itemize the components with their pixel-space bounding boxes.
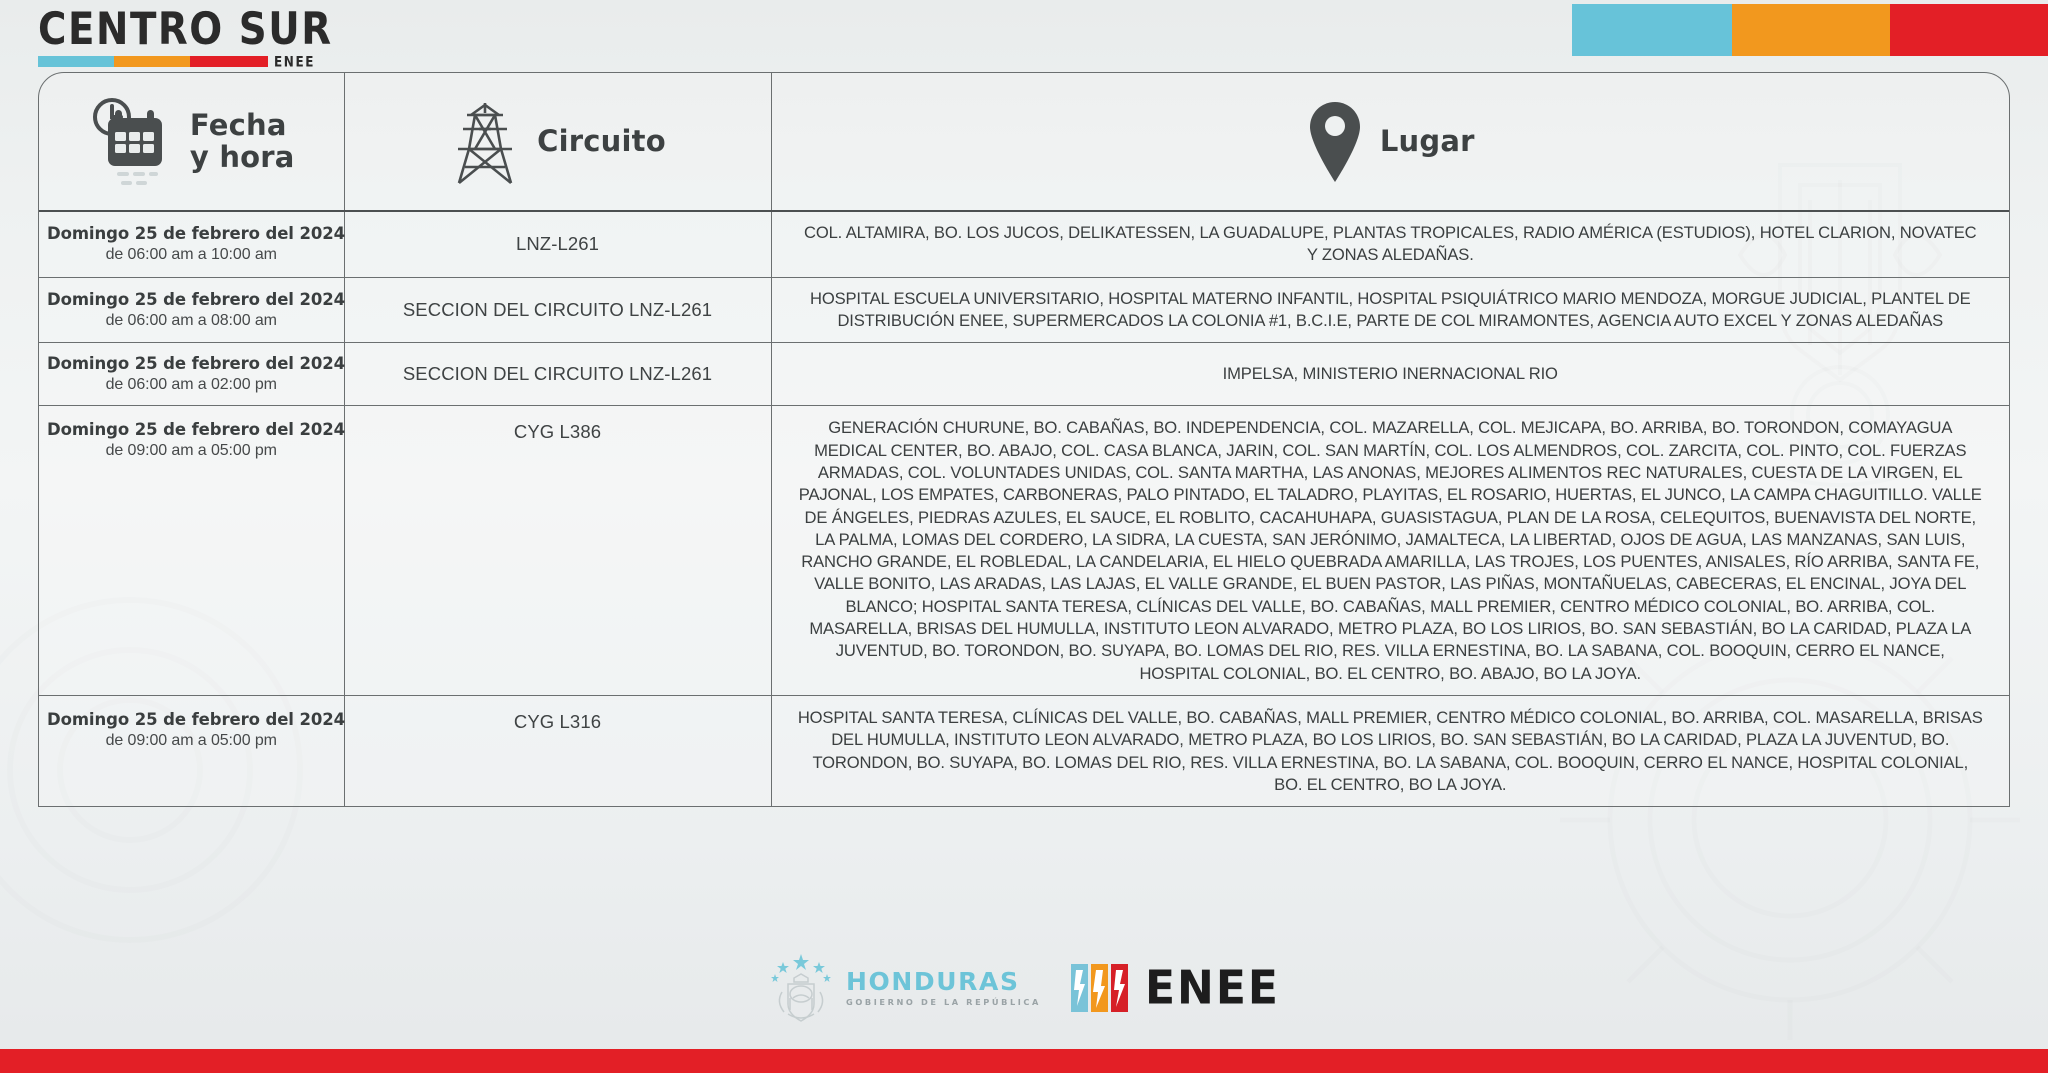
table-header-row	[39, 73, 2009, 211]
fecha-day: Domingo 25 de febrero del 2024	[47, 354, 346, 374]
brand-bar-blue	[38, 56, 114, 67]
fecha-time: de 06:00 am a 08:00 am	[105, 311, 277, 329]
cell-lugar	[771, 211, 2009, 277]
corner-color-bars	[1572, 4, 2048, 56]
cell-fecha	[39, 343, 344, 406]
column-header-fecha	[39, 73, 344, 211]
fecha-day: Domingo 25 de febrero del 2024	[47, 289, 346, 309]
lugar-text: GENERACIÓN CHURUNE, BO. CABAÑAS, BO. INDEPENDENCIA, COL. MAZARELLA, COL. MEJICAPA, BO. ARRIBA, BO. TORONDON, COMAYAGUA MEDICAL CENTER, BO. ABAJO, COL. CASA BLANCA, JARIN, COL. SAN MARTÍN, COL. LOS ALMENDROS, COL. ZARCITA, COL. PINTO, COL. FUERZAS ARMADAS, COL. VOLUNTADES UNIDAS, COL. SANTA MARTHA, LAS ANONAS, MEJORES ALIMENTOS REC NATURALES, CUESTA DE LA VIRGEN, EL PAJONAL, LOS EMPATES, CARBONERAS, PALO PINTADO, EL TALADRO, PLAYITAS, EL ROSARIO, HUERTAS, EL JUNCO, LA CAMPA CHAGUITILLO. VALLE DE ÁNGELES, PIEDRAS AZULES, EL SAUCE, EL ROBLITO, CACAHUHAPA, GUASISTAGUA, PLAN DE LA ROSA, CELEQUITOS, BUENAVISTA DEL NORTE, LA PALMA, LOMAS DEL CORDERO, LA SIDRA, LA CUESTA, SAN JERÓNIMO, JAMALTECA, LA LIBERTAD, OJOS DE AGUA, LAS MANZANAS, SAN LUIS, RANCHO GRANDE, EL ROBLEDAL, LA CANDELARIA, EL HIELO QUEBRADA AMARILLA, LAS TROJES, LOS PUENTES, ANISALES, RÍO ARRIBA, SANTA FE, VALLE BONITO, LAS ARADAS, LAS LAJAS, EL VALLE GRANDE, EL BUEN PASTOR, LAS PIÑAS, MONTAÑUELAS, CABECERAS, EL ENCINAL, JOYA DEL BLANCO; HOSPITAL SANTA TERESA, CLÍNICAS DEL VALLE, BO. CABAÑAS, MALL PREMIER, CENTRO MÉDICO COLONIAL, BO. ARRIBA, COL. MASARELLA, BRISAS DEL HUMULLA, INSTITUTO LEON ALVARADO, METRO PLAZA, BO LOS LIRIOS, BO. SAN SEBASTIÁN, BO LA CARIDAD, PLAZA LA JUVENTUD, BO. TORONDON, BO. SUYAPA, BO. LOMAS DEL RIO, RES. VILLA ERNESTINA, BO. LA SABANA, COL. BOOQUIN, CERRO EL NANCE, HOSPITAL COLONIAL, BO. EL CENTRO, BO. ABAJO, BO LA JOYA.	[798, 418, 1982, 683]
lugar-text: HOSPITAL SANTA TERESA, CLÍNICAS DEL VALLE, BO. CABAÑAS, MALL PREMIER, CENTRO MÉDICO COLONIAL, BO. ARRIBA, COL. MASARELLA, BRISAS DEL HUMULLA, INSTITUTO LEON ALVARADO, METRO PLAZA, BO LOS LIRIOS, BO. SAN SEBASTIÁN, BO LA CARIDAD, PLAZA LA JUVENTUD, BO. TORONDON, BO. SUYAPA, BO. LOMAS DEL RIO, RES. VILLA ERNESTINA, BO. LA SABANA, COL. BOOQUIN, CERRO EL NANCE, HOSPITAL COLONIAL, BO. EL CENTRO, BO LA JOYA.	[797, 708, 1983, 794]
honduras-coat-of-arms-icon	[768, 952, 834, 1024]
cell-fecha	[39, 211, 344, 277]
fecha-time: de 06:00 am a 02:00 pm	[105, 376, 277, 394]
cell-fecha	[39, 696, 344, 807]
enee-mark-icon	[1071, 962, 1129, 1014]
page-footer	[0, 951, 2048, 1025]
fecha-day: Domingo 25 de febrero del 2024	[47, 710, 346, 729]
cell-lugar	[771, 277, 2009, 343]
cell-circuito: CYG L316	[344, 696, 771, 807]
column-header-lugar	[771, 73, 2009, 211]
fecha-label-line2: y hora	[189, 139, 295, 174]
cell-lugar	[771, 343, 2009, 406]
fecha-time: de 09:00 am a 05:00 pm	[105, 732, 277, 749]
cell-circuito: SECCION DEL CIRCUITO LNZ-L261	[344, 343, 771, 406]
table-body	[39, 211, 2009, 806]
fecha-time: de 06:00 am a 10:00 am	[105, 246, 277, 264]
brand-bar-red	[190, 56, 268, 67]
transmission-tower-icon	[449, 99, 521, 185]
table-head	[39, 73, 2009, 211]
honduras-tagline: GOBIERNO DE LA REPÚBLICA	[846, 997, 1041, 1008]
honduras-wordmark: HONDURAS	[846, 967, 1020, 997]
cell-lugar	[771, 696, 2009, 807]
enee-wordmark: ENEE	[1144, 961, 1280, 1015]
fecha-day: Domingo 25 de febrero del 2024	[47, 224, 346, 244]
column-header-circuito	[344, 73, 771, 211]
fecha-day: Domingo 25 de febrero del 2024	[47, 420, 346, 440]
cell-lugar	[771, 406, 2009, 696]
bottom-accent-bar	[0, 1049, 2048, 1073]
table-row	[39, 277, 2009, 343]
honduras-government-logo	[768, 952, 1041, 1024]
table-row	[39, 211, 2009, 277]
enee-logo	[1071, 962, 1280, 1014]
calendar-clock-icon	[88, 96, 174, 188]
lugar-text: HOSPITAL ESCUELA UNIVERSITARIO, HOSPITAL MATERNO INFANTIL, HOSPITAL PSIQUIÁTRICO MARIO MENDOZA, MORGUE JUDICIAL, PLANTEL DE DISTRIBUCIÓN ENEE, SUPERMERCADOS LA COLONIA #1, B.C.I.E, PARTE DE COL MIRAMONTES, AGENCIA AUTO EXCEL Y ZONAS ALEDAÑAS	[809, 288, 1971, 330]
schedule-table	[39, 73, 2009, 806]
page-header	[0, 0, 2048, 68]
fecha-time: de 09:00 am a 05:00 pm	[105, 442, 277, 460]
lugar-text: IMPELSA, MINISTERIO INERNACIONAL RIO	[1222, 364, 1558, 384]
column-header-fecha-label	[190, 110, 295, 173]
lugar-text: COL. ALTAMIRA, BO. LOS JUCOS, DELIKATESSEN, LA GUADALUPE, PLANTAS TROPICALES, RADIO AMÉRICA (ESTUDIOS), HOTEL CLARION, NOVATEC Y ZONAS ALEDAÑAS.	[804, 223, 1977, 265]
table-row	[39, 406, 2009, 696]
cell-fecha	[39, 277, 344, 343]
fecha-label-line1: Fecha	[189, 108, 287, 143]
cell-circuito: CYG L386	[344, 406, 771, 696]
brand-color-bars	[38, 53, 343, 70]
column-header-lugar-label: Lugar	[1379, 123, 1475, 158]
corner-bar-blue	[1572, 4, 1732, 56]
brand-bar-orange	[114, 56, 190, 67]
column-header-circuito-label: Circuito	[537, 123, 666, 158]
cell-fecha	[39, 406, 344, 696]
cell-circuito: LNZ-L261	[344, 211, 771, 277]
table-row	[39, 696, 2009, 807]
corner-bar-orange	[1732, 4, 1890, 56]
brand-subtitle: ENEE	[274, 53, 316, 70]
corner-bar-red	[1890, 4, 2048, 56]
cell-circuito: SECCION DEL CIRCUITO LNZ-L261	[344, 277, 771, 343]
table-row	[39, 343, 2009, 406]
brand-logo	[38, 2, 368, 70]
brand-title: CENTRO SUR	[38, 2, 333, 55]
map-pin-icon	[1306, 98, 1364, 186]
schedule-table-container	[38, 72, 2010, 807]
